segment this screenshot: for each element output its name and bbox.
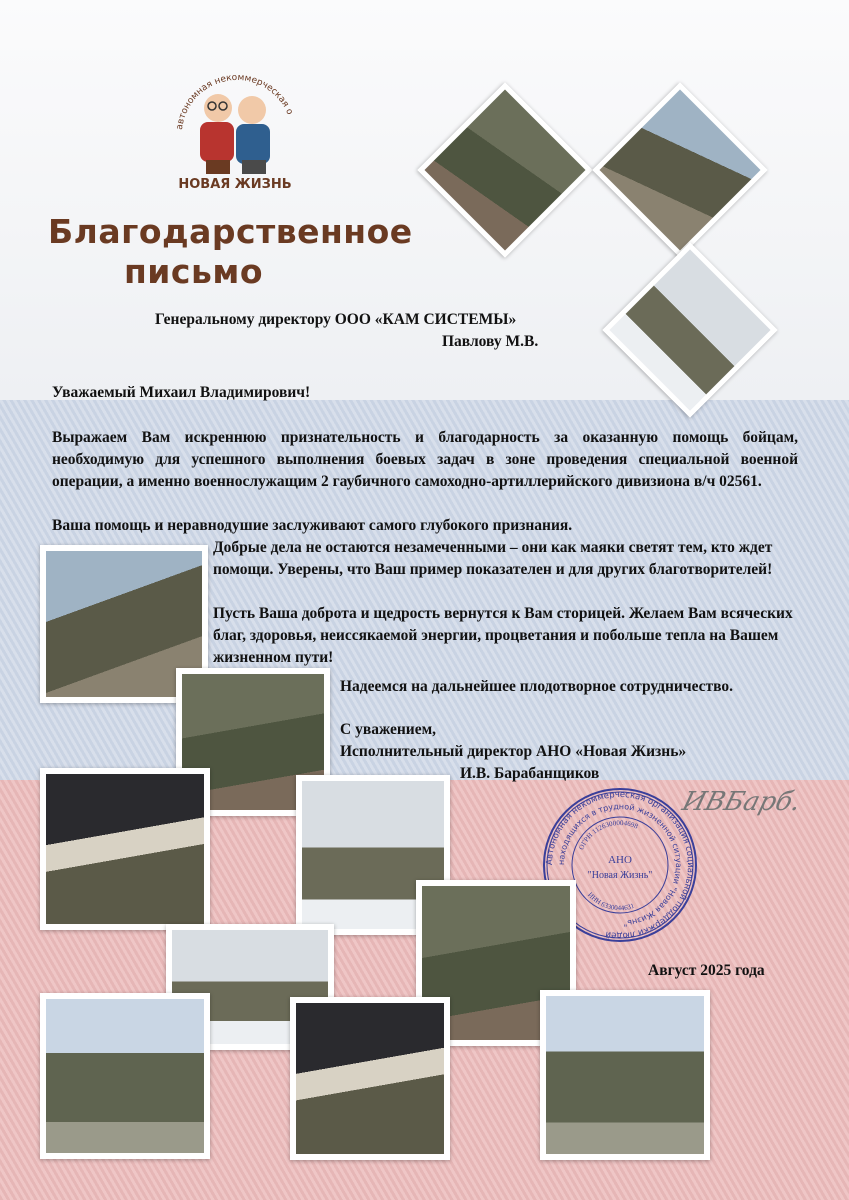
addressee-line-2: Павлову М.В.	[442, 333, 539, 350]
svg-text:"Новая Жизнь": "Новая Жизнь"	[587, 870, 653, 881]
organization-logo	[160, 60, 310, 195]
svg-text:АНО: АНО	[608, 854, 632, 866]
photo-7	[40, 993, 210, 1159]
page-title	[48, 212, 413, 292]
signature-closing: С уважением,	[340, 721, 437, 738]
body-paragraph-1: Выражаем Вам искреннюю признательность и благодарность за оказанную помощь бойцам, необходимую для успешного выполнения боевых задач в зоне проведения специальной военной операции, а именно военнослужащим 2 гаубичного самоходно-артиллерийского дивизиона в/ч 02561.	[52, 429, 798, 490]
logo-name: НОВАЯ ЖИЗНЬ	[178, 177, 292, 192]
photo-9	[540, 990, 710, 1160]
handwritten-signature: ИВБарб.	[678, 787, 805, 817]
body-paragraph-5: Надеемся на дальнейшее плодотворное сотрудничество.	[340, 678, 734, 695]
logo-arc-text: автономная некоммерческая о	[174, 72, 295, 131]
body-paragraph-4: Пусть Ваша доброта и щедрость вернутся к Вам сторицей. Желаем Вам всяческих благ, здоровья, неиссякаемой энергии, процветания и побольше тепла на Вашем жизненном пути!	[213, 605, 793, 666]
signature-name: И.В. Барабанщиков	[460, 765, 600, 782]
photo-3	[40, 768, 210, 930]
addressee-line-1: Генеральному директору ООО «КАМ СИСТЕМЫ»	[155, 311, 517, 328]
letter-date: Август 2025 года	[648, 962, 765, 979]
photo-8	[290, 997, 450, 1160]
svg-text:автономная некоммерческая орга	[160, 60, 295, 130]
signature-position: Исполнительный директор АНО «Новая Жизнь»	[340, 743, 687, 760]
svg-text:Автономная некоммерческая орга: Автономная некоммерческая организация социальной поддержки людей	[544, 789, 696, 941]
svg-text:ОГРН 1126300004698: ОГРН 1126300004698	[577, 818, 640, 852]
title-line-1: Благодарственное	[48, 212, 413, 251]
title-line-2: письмо	[124, 252, 263, 291]
greeting: Уважаемый Михаил Владимирович!	[52, 384, 311, 401]
body-paragraph-3: Добрые дела не остаются незамеченными – они как маяки светят тем, кто ждет помощи. Уверены, что Ваш пример показателен и для других благотворителей!	[213, 539, 773, 578]
svg-text:ИНН 6330044631: ИНН 6330044631	[586, 890, 636, 913]
body-paragraph-2: Ваша помощь и неравнодушие заслуживают самого глубокого признания.	[52, 517, 573, 534]
svg-text:находящихся в трудной жизненно: находящихся в трудной жизненной ситуации "Новая Жизнь"	[556, 801, 684, 928]
